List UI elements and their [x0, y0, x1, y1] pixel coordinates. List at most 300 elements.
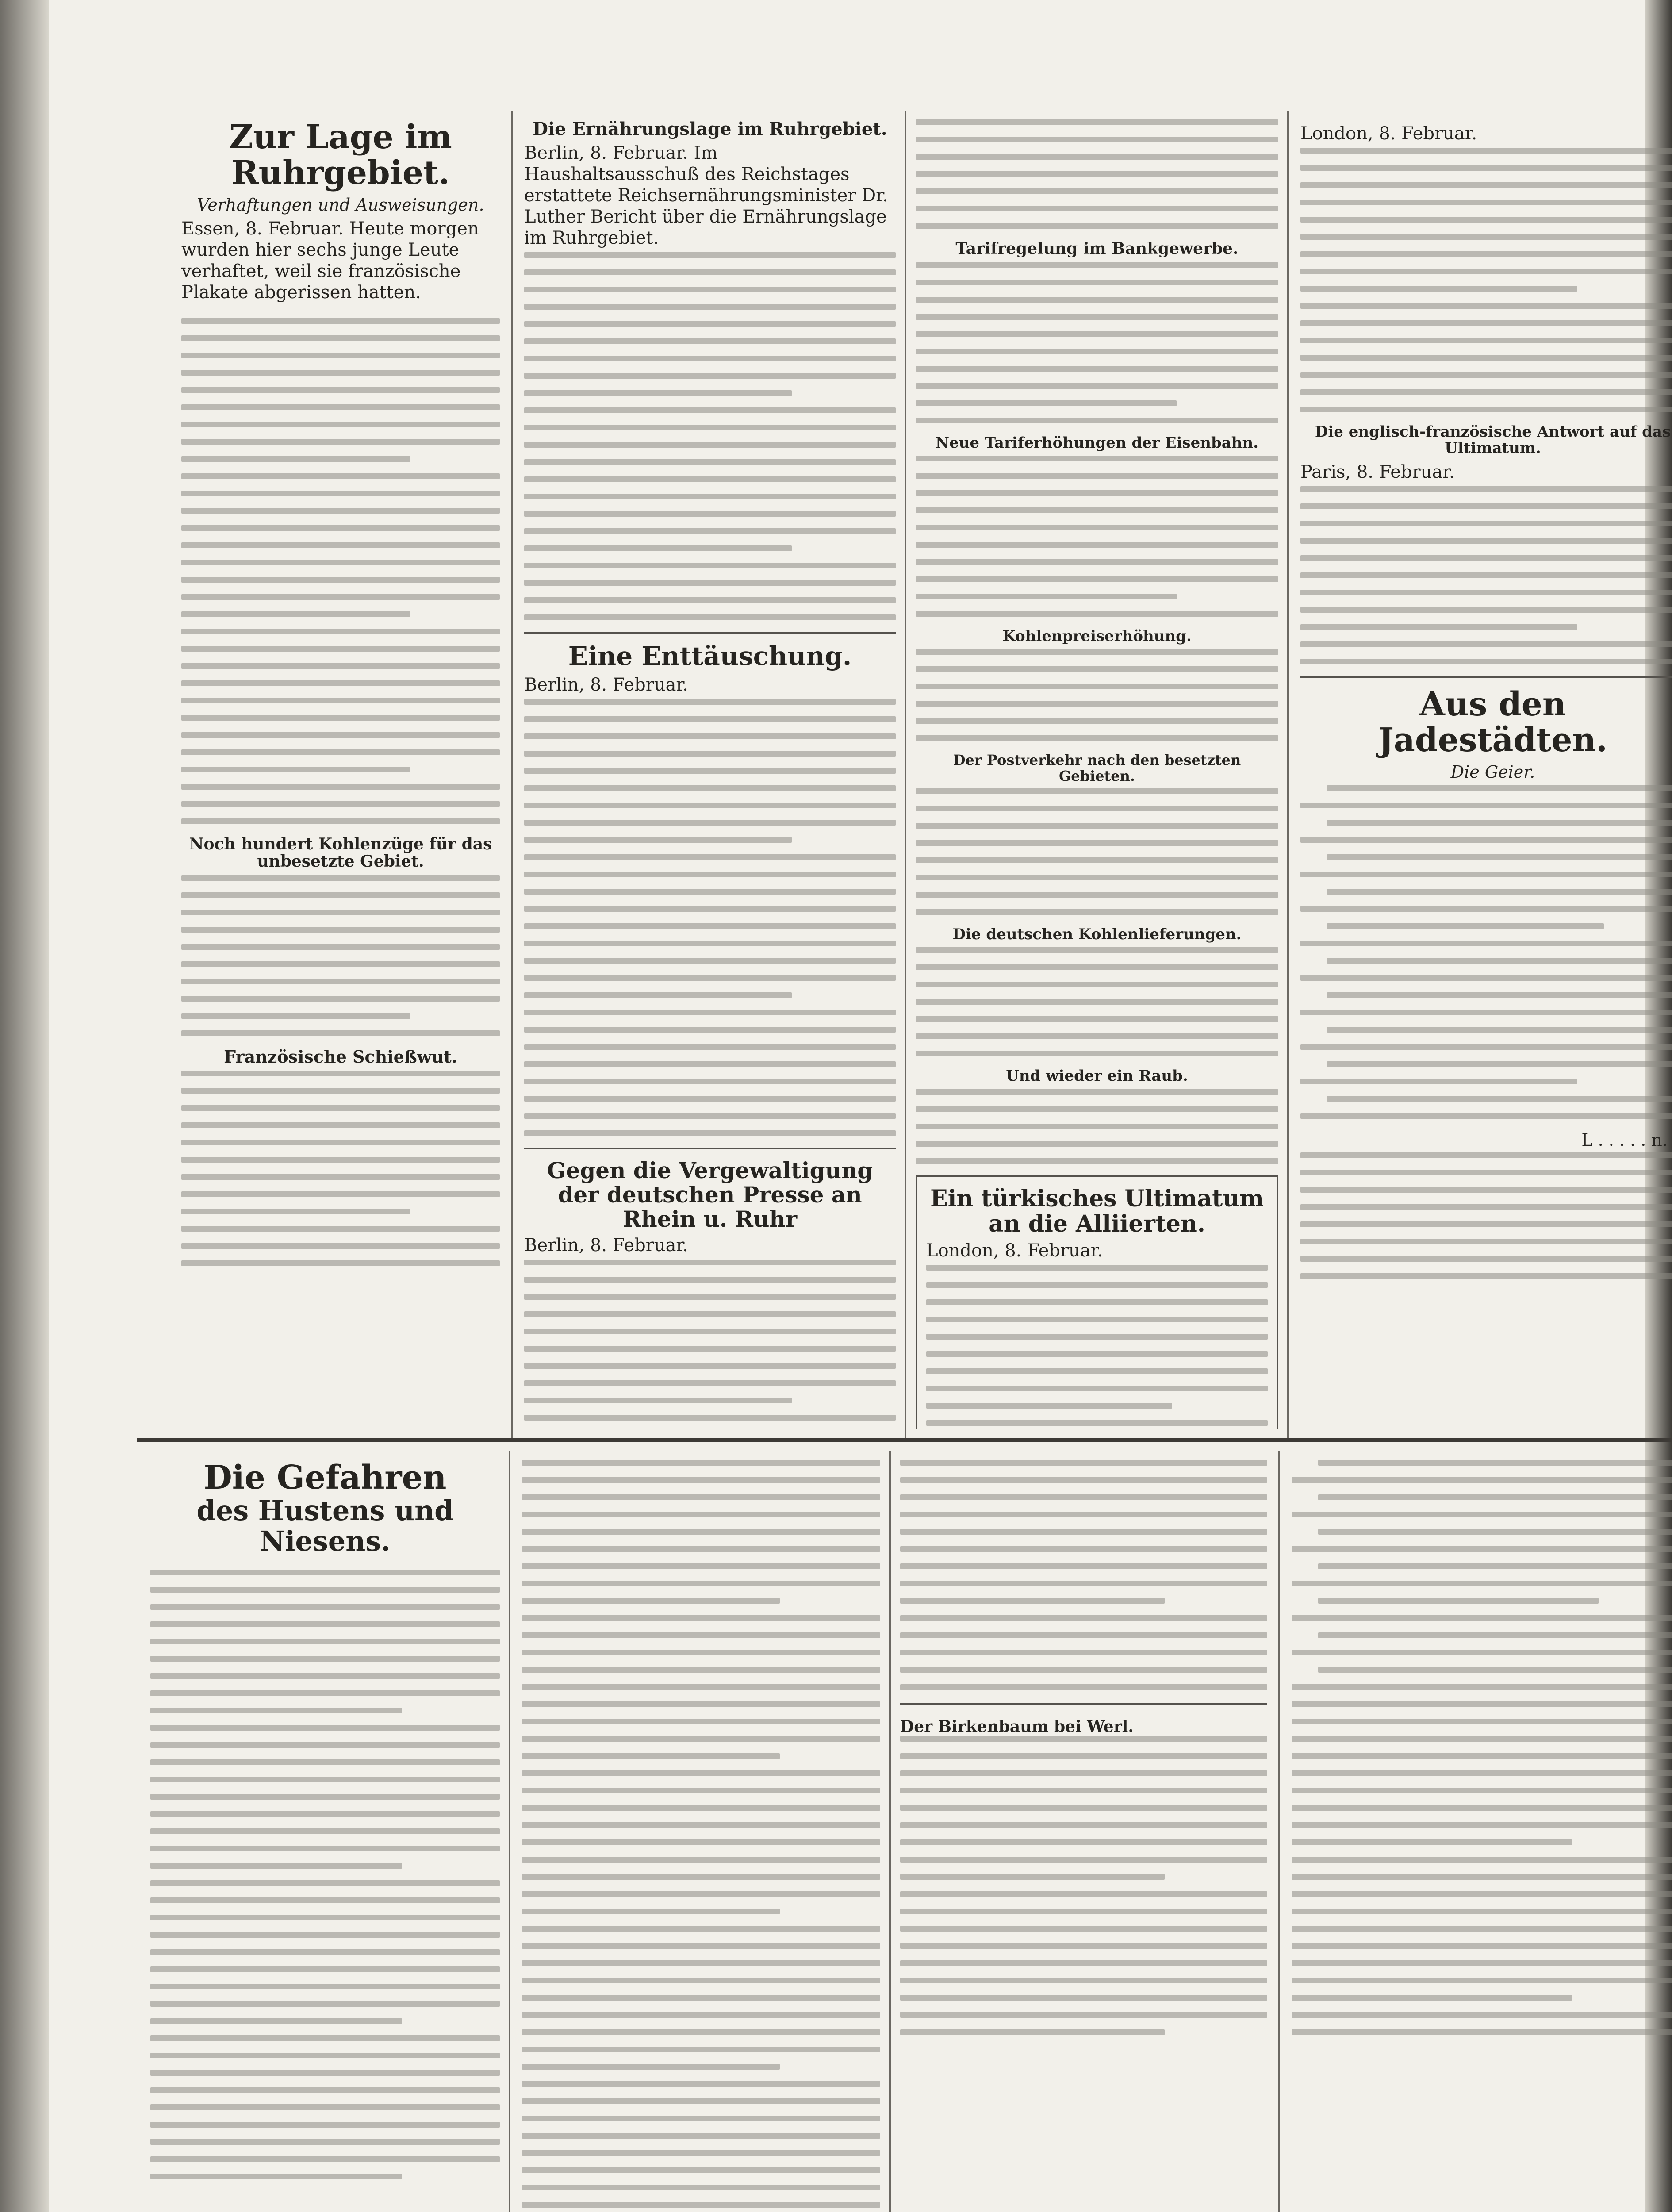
text-line	[900, 1874, 1165, 1880]
text-line	[150, 1777, 500, 1782]
text-line	[1300, 1273, 1672, 1279]
text-line	[1300, 1010, 1672, 1015]
text-line	[181, 577, 500, 583]
text-line	[524, 321, 896, 327]
text-line	[916, 525, 1278, 530]
text-line	[916, 823, 1278, 829]
text-line	[522, 1563, 880, 1569]
text-line	[181, 594, 500, 600]
text-line	[150, 2035, 500, 2041]
text-line	[522, 1460, 880, 1466]
text-line	[1300, 590, 1672, 595]
text-line	[181, 892, 500, 898]
text-line	[916, 1089, 1278, 1095]
text-line	[524, 751, 896, 757]
text-line	[916, 982, 1278, 987]
text-line	[181, 1122, 500, 1128]
text-line	[524, 1061, 896, 1067]
text-line	[1292, 1874, 1672, 1880]
text-line	[1292, 1857, 1672, 1863]
text-line	[916, 999, 1278, 1005]
text-line	[522, 1891, 880, 1897]
text-line	[1300, 1221, 1672, 1227]
text-line	[181, 318, 500, 324]
headline: des Hustens und Niesens.	[196, 1494, 454, 1557]
text-line	[916, 735, 1278, 741]
text-line	[916, 840, 1278, 846]
text-line	[1327, 785, 1672, 791]
text-line	[900, 1667, 1267, 1673]
text-line	[150, 1949, 500, 1955]
text-line	[181, 370, 500, 376]
text-line	[1292, 1805, 1672, 1811]
text-line	[522, 1822, 880, 1828]
text-line	[916, 892, 1278, 898]
text-line	[1300, 624, 1577, 630]
text-line	[1292, 1615, 1672, 1621]
text-line	[522, 2098, 880, 2104]
headline: Ein türkisches Ultimatum an die Alliierten.	[930, 1185, 1264, 1237]
text-line	[900, 1477, 1267, 1483]
text-line	[524, 803, 896, 808]
text-line	[916, 456, 1278, 461]
text-line	[900, 1494, 1267, 1500]
text-line	[1327, 854, 1672, 860]
text-line	[522, 1995, 880, 2001]
text-line	[524, 975, 896, 981]
text-line	[181, 473, 500, 479]
text-line	[926, 1386, 1268, 1391]
text-line	[181, 680, 500, 686]
text-line	[522, 1546, 880, 1552]
text-line	[1292, 1788, 1672, 1793]
text-line	[926, 1299, 1268, 1305]
text-line	[181, 646, 500, 652]
text-line	[181, 422, 500, 427]
text-line	[1292, 1943, 1672, 1949]
text-line	[926, 1403, 1172, 1409]
text-line	[916, 383, 1278, 389]
text-line	[1292, 1909, 1672, 1914]
text-block	[181, 875, 500, 1036]
text-line	[181, 611, 410, 617]
text-line	[916, 611, 1278, 617]
text-line	[1292, 1719, 1672, 1724]
text-line	[1318, 1598, 1599, 1604]
text-line	[524, 287, 896, 292]
article-ruhrgebiet	[181, 119, 500, 1429]
text-line	[1327, 992, 1672, 998]
text-line	[1292, 1891, 1672, 1897]
text-line	[524, 716, 896, 722]
text-line	[1300, 906, 1672, 912]
section-heading: Französische Schießwut.	[224, 1046, 457, 1067]
text-block	[916, 119, 1278, 229]
text-line	[926, 1351, 1268, 1357]
text-line	[916, 349, 1278, 354]
text-line	[1300, 182, 1672, 188]
text-line	[181, 1071, 500, 1076]
text-line	[150, 2139, 500, 2145]
text-line	[1300, 607, 1672, 613]
text-line	[916, 559, 1278, 565]
lead-text: Essen, 8. Februar. Heute morgen wurden hier sechs junge Leute verhaftet, weil sie französische Plakate abgerissen hatten.	[181, 218, 479, 303]
text-line	[900, 1943, 1267, 1949]
text-line	[181, 715, 500, 721]
section-heading: Tarifregelung im Bankgewerbe.	[955, 239, 1239, 258]
text-line	[522, 1805, 880, 1811]
text-line	[916, 1016, 1278, 1022]
text-line	[150, 1673, 500, 1679]
text-line	[1292, 1770, 1672, 1776]
text-line	[524, 1311, 896, 1317]
text-line	[916, 314, 1278, 320]
text-block	[916, 1089, 1278, 1164]
article-column-2	[524, 119, 896, 1429]
text-line	[1300, 872, 1672, 877]
text-line	[916, 400, 1177, 406]
headline: Zur Lage im Ruhrgebiet.	[229, 119, 452, 192]
text-line	[1300, 803, 1672, 808]
text-line	[1292, 1701, 1672, 1707]
text-block	[1292, 1701, 1672, 2035]
text-line	[1318, 1460, 1672, 1466]
text-line	[524, 1079, 896, 1084]
text-line	[916, 1051, 1278, 1056]
text-line	[524, 476, 896, 482]
text-line	[524, 889, 896, 895]
text-line	[1327, 923, 1604, 929]
text-line	[181, 560, 500, 565]
text-line	[524, 733, 896, 739]
text-line	[524, 906, 896, 912]
text-line	[1318, 1563, 1672, 1569]
text-line	[916, 1158, 1278, 1164]
text-line	[1300, 641, 1672, 647]
text-line	[524, 563, 896, 568]
text-line	[522, 1529, 880, 1535]
text-line	[522, 1477, 880, 1483]
text-line	[900, 1460, 1267, 1466]
text-line	[1300, 572, 1672, 578]
section-heading: Die deutschen Kohlenlieferungen.	[952, 925, 1242, 943]
text-line	[1300, 1044, 1672, 1050]
text-line	[524, 1027, 896, 1033]
text-line	[524, 494, 896, 499]
text-line	[900, 1891, 1267, 1897]
newspaper-page	[49, 0, 1671, 2212]
text-line	[900, 1598, 1165, 1604]
text-line	[1300, 538, 1672, 544]
text-line	[916, 507, 1278, 513]
text-line	[916, 171, 1278, 177]
text-line	[900, 1805, 1267, 1811]
text-line	[916, 223, 1278, 229]
text-line	[522, 2116, 880, 2121]
text-line	[1300, 165, 1672, 171]
dateline: Berlin, 8. Februar.	[524, 674, 688, 695]
text-line	[916, 188, 1278, 194]
text-line	[1327, 1096, 1672, 1102]
text-line	[900, 2012, 1267, 2018]
text-line	[524, 580, 896, 586]
text-line	[1300, 286, 1577, 292]
text-line	[524, 1294, 896, 1300]
text-line	[181, 818, 500, 824]
text-line	[1292, 2012, 1672, 2018]
text-line	[181, 996, 500, 1002]
text-line	[1327, 1027, 1672, 1033]
text-line	[181, 335, 500, 341]
text-line	[524, 872, 896, 877]
poem-title: Die Geier.	[1450, 762, 1535, 782]
text-line	[1292, 1546, 1672, 1552]
text-line	[181, 629, 500, 634]
text-line	[522, 2202, 880, 2208]
text-line	[1300, 389, 1672, 395]
text-line	[900, 1632, 1267, 1638]
text-line	[150, 1880, 500, 1886]
text-line	[181, 961, 500, 967]
headline: Gegen die Vergewaltigung der deutschen Presse an Rhein u. Ruhr	[547, 1157, 873, 1232]
text-line	[524, 390, 792, 396]
text-line	[524, 768, 896, 774]
text-line	[916, 262, 1278, 268]
text-line	[916, 490, 1278, 496]
text-block	[900, 1736, 1267, 2035]
text-line	[1318, 1632, 1672, 1638]
text-line	[1292, 1684, 1672, 1690]
text-line	[522, 1736, 880, 1742]
text-line	[916, 964, 1278, 970]
text-block	[916, 456, 1278, 617]
text-line	[900, 2029, 1165, 2035]
text-line	[916, 684, 1278, 689]
text-line	[900, 1512, 1267, 1517]
text-line	[1318, 1529, 1672, 1535]
text-line	[181, 508, 500, 514]
text-line	[916, 331, 1278, 337]
text-line	[1292, 1650, 1672, 1655]
section-heading: Der Postverkehr nach den besetzten Gebieten.	[953, 752, 1241, 784]
text-line	[524, 614, 896, 620]
dateline: Paris, 8. Februar.	[1300, 461, 1455, 482]
text-line	[916, 909, 1278, 915]
column-rule	[1287, 111, 1289, 1438]
text-line	[1300, 234, 1672, 240]
text-line	[916, 280, 1278, 285]
text-line	[1300, 338, 1672, 343]
text-line	[900, 1736, 1267, 1742]
text-line	[150, 1587, 500, 1593]
text-block	[1300, 486, 1672, 664]
text-line	[916, 542, 1278, 548]
text-line	[1318, 1494, 1672, 1500]
text-line	[1300, 251, 1672, 257]
headline: Eine Enttäuschung.	[568, 641, 852, 671]
text-line	[916, 788, 1278, 794]
text-line	[524, 1415, 896, 1421]
section-heading: Die englisch-französische Antwort auf das Ultimatum.	[1315, 423, 1671, 457]
text-line	[900, 1563, 1267, 1569]
text-line	[1292, 1926, 1672, 1932]
text-line	[181, 353, 500, 358]
text-line	[524, 442, 896, 448]
text-line	[522, 1960, 880, 1966]
text-line	[181, 1174, 500, 1180]
text-block	[916, 262, 1278, 423]
text-line	[150, 1863, 402, 1869]
text-line	[524, 1044, 896, 1050]
text-line	[522, 1978, 880, 1983]
text-line	[181, 542, 500, 548]
scan-left-edge	[0, 0, 49, 2212]
text-line	[150, 1897, 500, 1903]
text-line	[1292, 1839, 1572, 1845]
text-line	[524, 1346, 896, 1352]
text-line	[900, 1839, 1267, 1845]
text-line	[522, 1512, 880, 1517]
signature: L . . . . . n.	[1581, 1130, 1668, 1150]
text-line	[150, 2018, 402, 2024]
section-heading: Neue Tariferhöhungen der Eisenbahn.	[935, 434, 1259, 452]
text-line	[524, 820, 896, 826]
column-rule	[1278, 1451, 1280, 2212]
text-line	[900, 1529, 1267, 1535]
text-block	[916, 649, 1278, 741]
text-line	[1300, 1152, 1672, 1158]
text-line	[524, 545, 792, 551]
text-line	[522, 1581, 880, 1586]
text-line	[181, 944, 500, 950]
text-line	[1300, 355, 1672, 361]
text-line	[1300, 521, 1672, 526]
text-block	[916, 947, 1278, 1056]
text-line	[916, 649, 1278, 655]
text-line	[524, 699, 896, 705]
text-line	[150, 2156, 500, 2162]
text-line	[1292, 1753, 1672, 1759]
text-line	[926, 1317, 1268, 1322]
text-line	[916, 154, 1278, 160]
text-line	[916, 418, 1278, 423]
text-line	[181, 698, 500, 703]
section-heading: Noch hundert Kohlenzüge für das unbesetzte Gebiet.	[189, 834, 492, 871]
text-line	[900, 1770, 1267, 1776]
text-line	[916, 297, 1278, 303]
text-line	[524, 837, 792, 843]
text-line	[524, 269, 896, 275]
text-line	[181, 875, 500, 881]
section-divider	[137, 1438, 1672, 1442]
text-line	[900, 1684, 1267, 1690]
text-line	[524, 304, 896, 310]
text-line	[926, 1368, 1268, 1374]
text-block	[181, 318, 500, 824]
text-line	[150, 1570, 500, 1575]
text-line	[524, 1096, 896, 1102]
headline: Die Ernährungslage im Ruhrgebiet.	[533, 119, 887, 139]
text-line	[916, 137, 1278, 142]
text-line	[522, 2047, 880, 2052]
text-line	[522, 2029, 880, 2035]
text-line	[1327, 820, 1672, 826]
text-line	[1327, 889, 1672, 895]
text-line	[900, 1857, 1267, 1863]
text-line	[900, 1650, 1267, 1655]
text-line	[916, 119, 1278, 125]
text-block	[1300, 148, 1672, 412]
text-line	[916, 594, 1177, 599]
text-line	[524, 1277, 896, 1283]
text-block	[524, 1260, 896, 1429]
text-line	[1292, 1978, 1672, 1983]
text-line	[1292, 1822, 1672, 1828]
text-line	[1300, 217, 1672, 223]
text-line	[524, 1363, 896, 1369]
text-block	[181, 1071, 500, 1266]
text-line	[1300, 1170, 1672, 1175]
text-line	[926, 1334, 1268, 1340]
text-line	[150, 1984, 500, 1989]
text-line	[524, 511, 896, 517]
text-line	[1300, 486, 1672, 492]
subheadline: Verhaftungen und Ausweisungen.	[197, 195, 484, 215]
text-line	[181, 1226, 500, 1232]
poem-block	[1300, 785, 1672, 1119]
text-line	[150, 1742, 500, 1748]
text-line	[524, 923, 896, 929]
article-column-3	[916, 119, 1278, 1429]
text-line	[522, 1615, 880, 1621]
text-block	[926, 1265, 1268, 1429]
text-line	[1292, 1995, 1572, 2001]
text-line	[522, 1857, 880, 1863]
text-line	[522, 1598, 780, 1604]
text-line	[916, 473, 1278, 479]
text-line	[522, 1701, 880, 1707]
text-line	[522, 1684, 880, 1690]
text-line	[150, 1811, 500, 1817]
text-line	[900, 1546, 1267, 1552]
text-line	[900, 1581, 1267, 1586]
text-line	[1300, 1079, 1577, 1084]
text-line	[150, 1725, 500, 1731]
text-line	[181, 439, 500, 445]
text-line	[181, 767, 410, 772]
dateline: London, 8. Februar.	[1300, 123, 1477, 144]
text-line	[916, 1033, 1278, 1039]
article-husten-cont-2	[900, 1460, 1267, 2212]
text-line	[1300, 372, 1672, 378]
text-line	[181, 663, 500, 669]
text-line	[522, 1943, 880, 1949]
text-line	[181, 1140, 500, 1145]
text-block	[524, 699, 896, 1136]
text-line	[900, 1909, 1267, 1914]
text-line	[522, 1667, 880, 1673]
text-line	[524, 1329, 896, 1334]
text-line	[916, 576, 1278, 582]
text-line	[150, 1639, 500, 1644]
headline: Aus den Jadestädten.	[1378, 685, 1608, 760]
text-line	[524, 854, 896, 860]
text-line	[900, 1615, 1267, 1621]
text-line	[181, 979, 500, 984]
text-line	[522, 1650, 880, 1655]
text-line	[181, 456, 410, 462]
text-block	[522, 1460, 880, 2212]
